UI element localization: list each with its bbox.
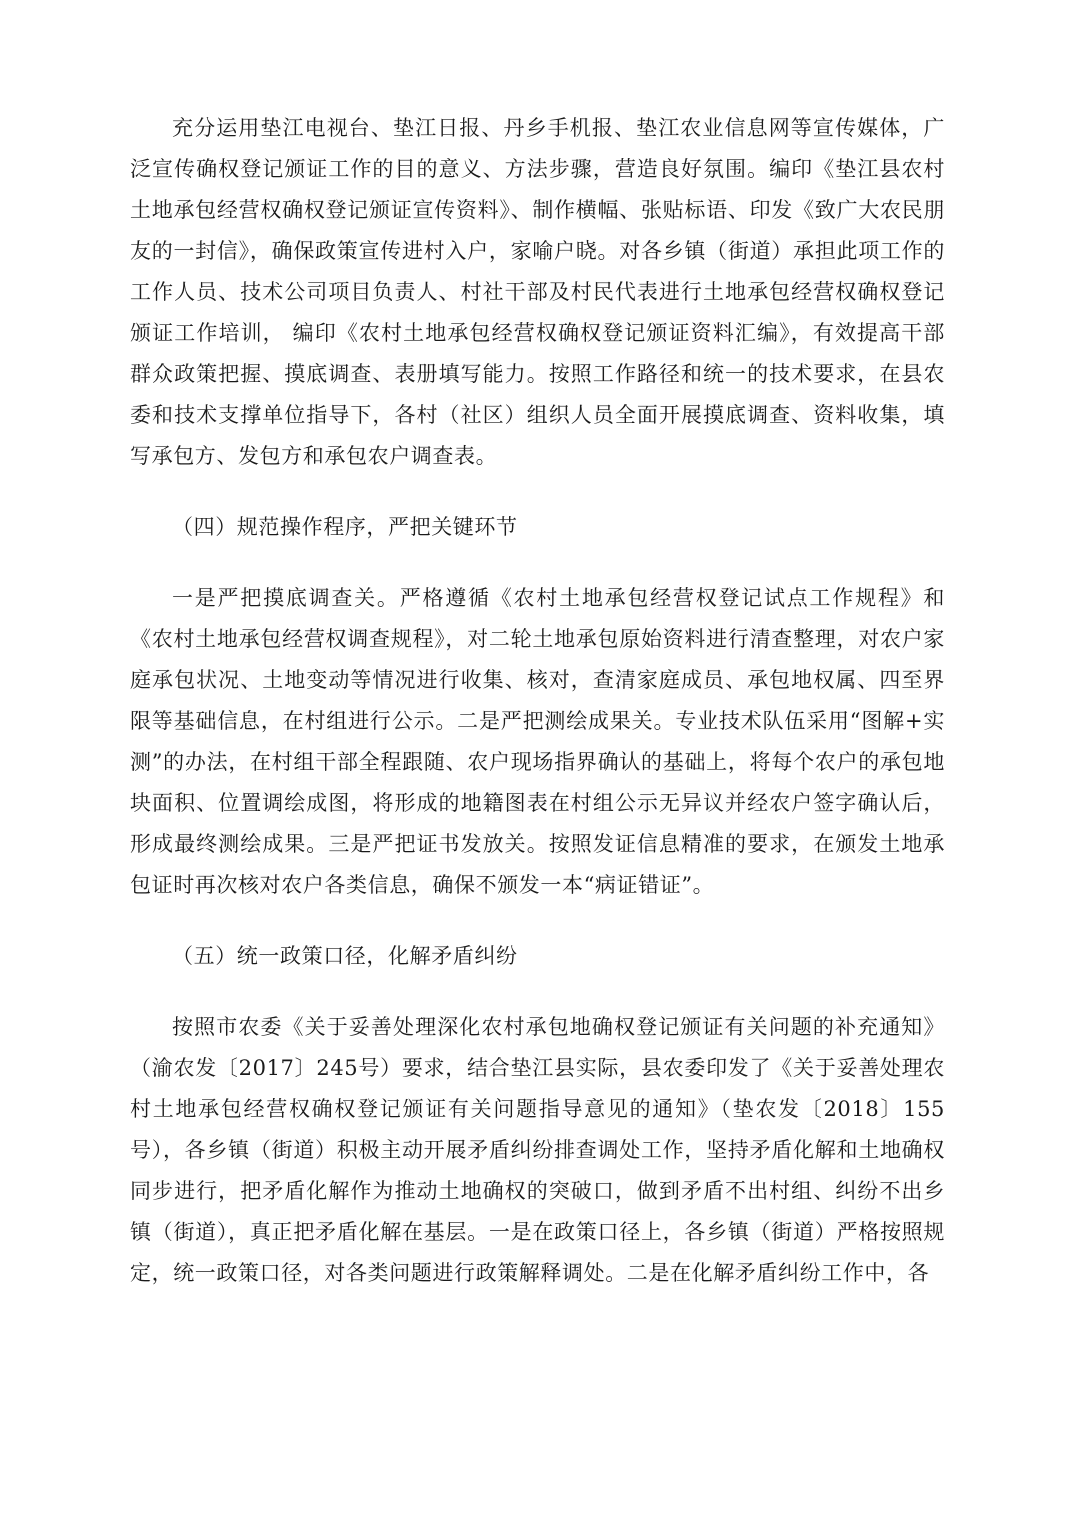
paragraph-publicity-training: 充分运用垫江电视台、垫江日报、丹乡手机报、垫江农业信息网等宣传媒体，广泛宣传确权登记颁证工作的目的意义、方法步骤，营造良好氛围。编印《垫江县农村土地承包经营权确权登记颁证宣传资料》、制作横幅、张贴标语、印发《致广大农民朋友的一封信》，确保政策宣传进村入户，家喻户晓。对各乡镇（街道）承担此项工作的工作人员、技术公司项目负责人、村社干部及村民代表进行土地承包经营权确权登记颁证工作培训， 编印《农村土地承包经营权确权登记颁证资料汇编》，有效提高干部群众政策把握、摸底调查、表册填写能力。按照工作路径和统一的技术要求，在县农委和技术支撑单位指导下，各村（社区）组织人员全面开展摸底调查、资料收集，填写承包方、发包方和承包农户调查表。 (130, 116, 945, 468)
paragraph-key-steps: 一是严把摸底调查关。严格遵循《农村土地承包经营权登记试点工作规程》和《农村土地承包经营权调查规程》，对二轮土地承包原始资料进行清查整理，对农户家庭承包状况、土地变动等情况进行收集、核对，查清家庭成员、承包地权属、四至界限等基础信息，在村组进行公示。二是严把测绘成果关。专业技术队伍采用“图解+实测”的办法，在村组干部全程跟随、农户现场指界确认的基础上，将每个农户的承包地块面积、位置调绘成图，将形成的地籍图表在村组公示无异议并经农户签字确认后，形成最终测绘成果。三是严把证书发放关。按照发证信息精准的要求，在颁发土地承包证时再次核对农户各类信息，确保不颁发一本“病证错证”。 (130, 586, 945, 897)
section-heading-4: （四）规范操作程序，严把关键环节 (172, 515, 518, 539)
section-heading-5: （五）统一政策口径，化解矛盾纠纷 (172, 944, 518, 968)
document-page (130, 108, 945, 1294)
paragraph-dispute-resolution: 按照市农委《关于妥善处理深化农村承包地确权登记颁证有关问题的补充通知》（渝农发〔2017〕245号）要求，结合垫江县实际，县农委印发了《关于妥善处理农村土地承包经营权确权登记颁证有关问题指导意见的通知》（垫农发〔2018〕155号），各乡镇（街道）积极主动开展矛盾纠纷排查调处工作，坚持矛盾化解和土地确权同步进行，把矛盾化解作为推动土地确权的突破口，做到矛盾不出村组、纠纷不出乡镇（街道），真正把矛盾化解在基层。一是在政策口径上，各乡镇（街道）严格按照规定，统一政策口径，对各类问题进行政策解释调处。二是在化解矛盾纠纷工作中，各 (130, 1015, 945, 1285)
